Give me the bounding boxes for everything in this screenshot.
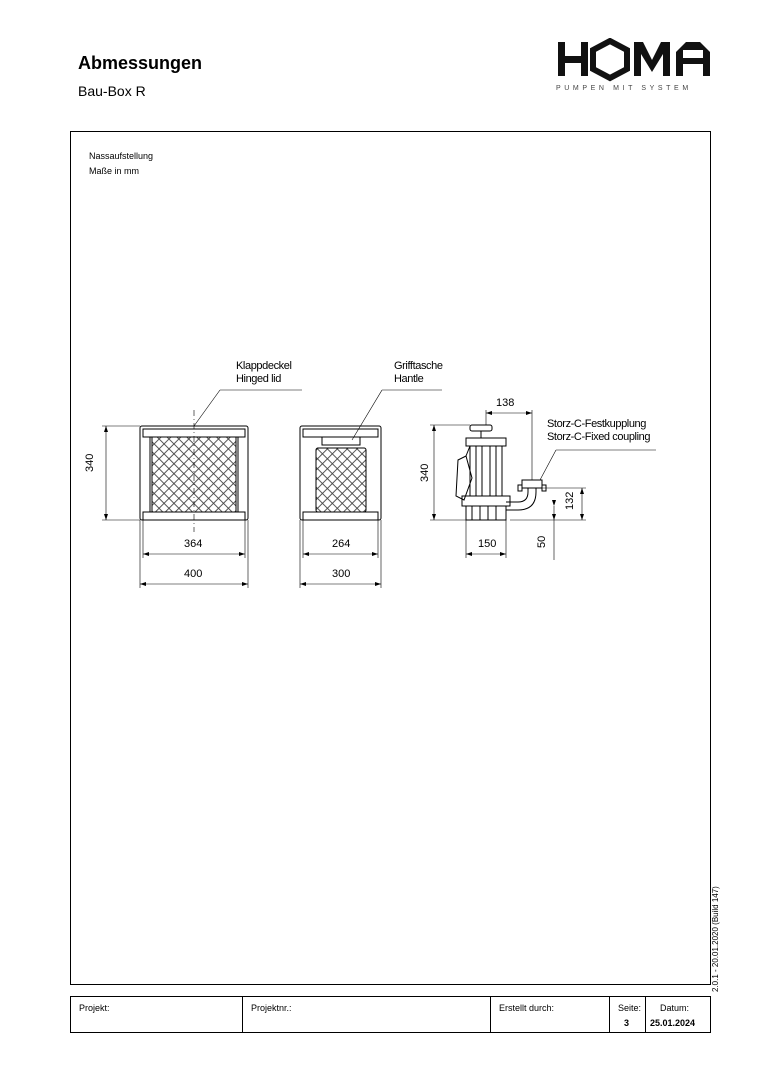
project-cell — [71, 997, 243, 1032]
dim-pump-foot-height: 50 — [536, 535, 548, 548]
page-title: Abmessungen — [78, 53, 203, 73]
dim-front-height: 340 — [84, 453, 96, 472]
dim-pump-base-width: 150 — [478, 538, 497, 550]
date-value: 25.01.2024 — [650, 1018, 696, 1028]
callout-coupling-de: Storz-C-Festkupplung — [547, 418, 646, 430]
title-block — [70, 996, 711, 1033]
created-by-label: Erstellt durch: — [499, 1003, 555, 1013]
callout-handle-de: Grifftasche — [394, 360, 443, 372]
page-cell — [610, 997, 646, 1032]
logo-tagline: PUMPEN MIT SYSTEM — [556, 85, 692, 92]
version-label: 2.0.1 - 20.01.2020 (Build 147) — [711, 886, 720, 992]
dim-pump-outlet-offset: 138 — [496, 397, 515, 409]
pump-view — [456, 425, 546, 520]
callout-lid-de: Klappdeckel — [236, 360, 292, 372]
callout-coupling-en: Storz-C-Fixed coupling — [547, 431, 651, 443]
dim-pump-outlet-height: 132 — [564, 491, 576, 510]
page-value: 3 — [624, 1018, 630, 1028]
page-subtitle: Bau-Box R — [78, 83, 146, 99]
callout-handle-en: Hantle — [394, 373, 424, 385]
created-by-cell — [491, 997, 610, 1032]
dim-pump-height: 340 — [419, 463, 431, 482]
project-label: Projekt: — [79, 1003, 110, 1013]
page-label: Seite: — [618, 1003, 642, 1013]
dim-side-inner-width: 264 — [332, 538, 351, 550]
project-number-cell — [243, 997, 491, 1032]
dim-front-inner-width: 364 — [184, 538, 203, 550]
date-label: Datum: — [660, 1003, 690, 1013]
callout-lid-en: Hinged lid — [236, 373, 281, 385]
date-cell — [646, 997, 710, 1032]
crate-side-view — [300, 426, 381, 520]
project-number-label: Projektnr.: — [251, 1003, 292, 1013]
technical-drawing — [70, 340, 711, 600]
dim-front-outer-width: 400 — [184, 568, 203, 580]
setup-note: Nassaufstellung — [89, 151, 154, 161]
dim-side-outer-width: 300 — [332, 568, 351, 580]
units-note: Maße in mm — [89, 166, 140, 176]
